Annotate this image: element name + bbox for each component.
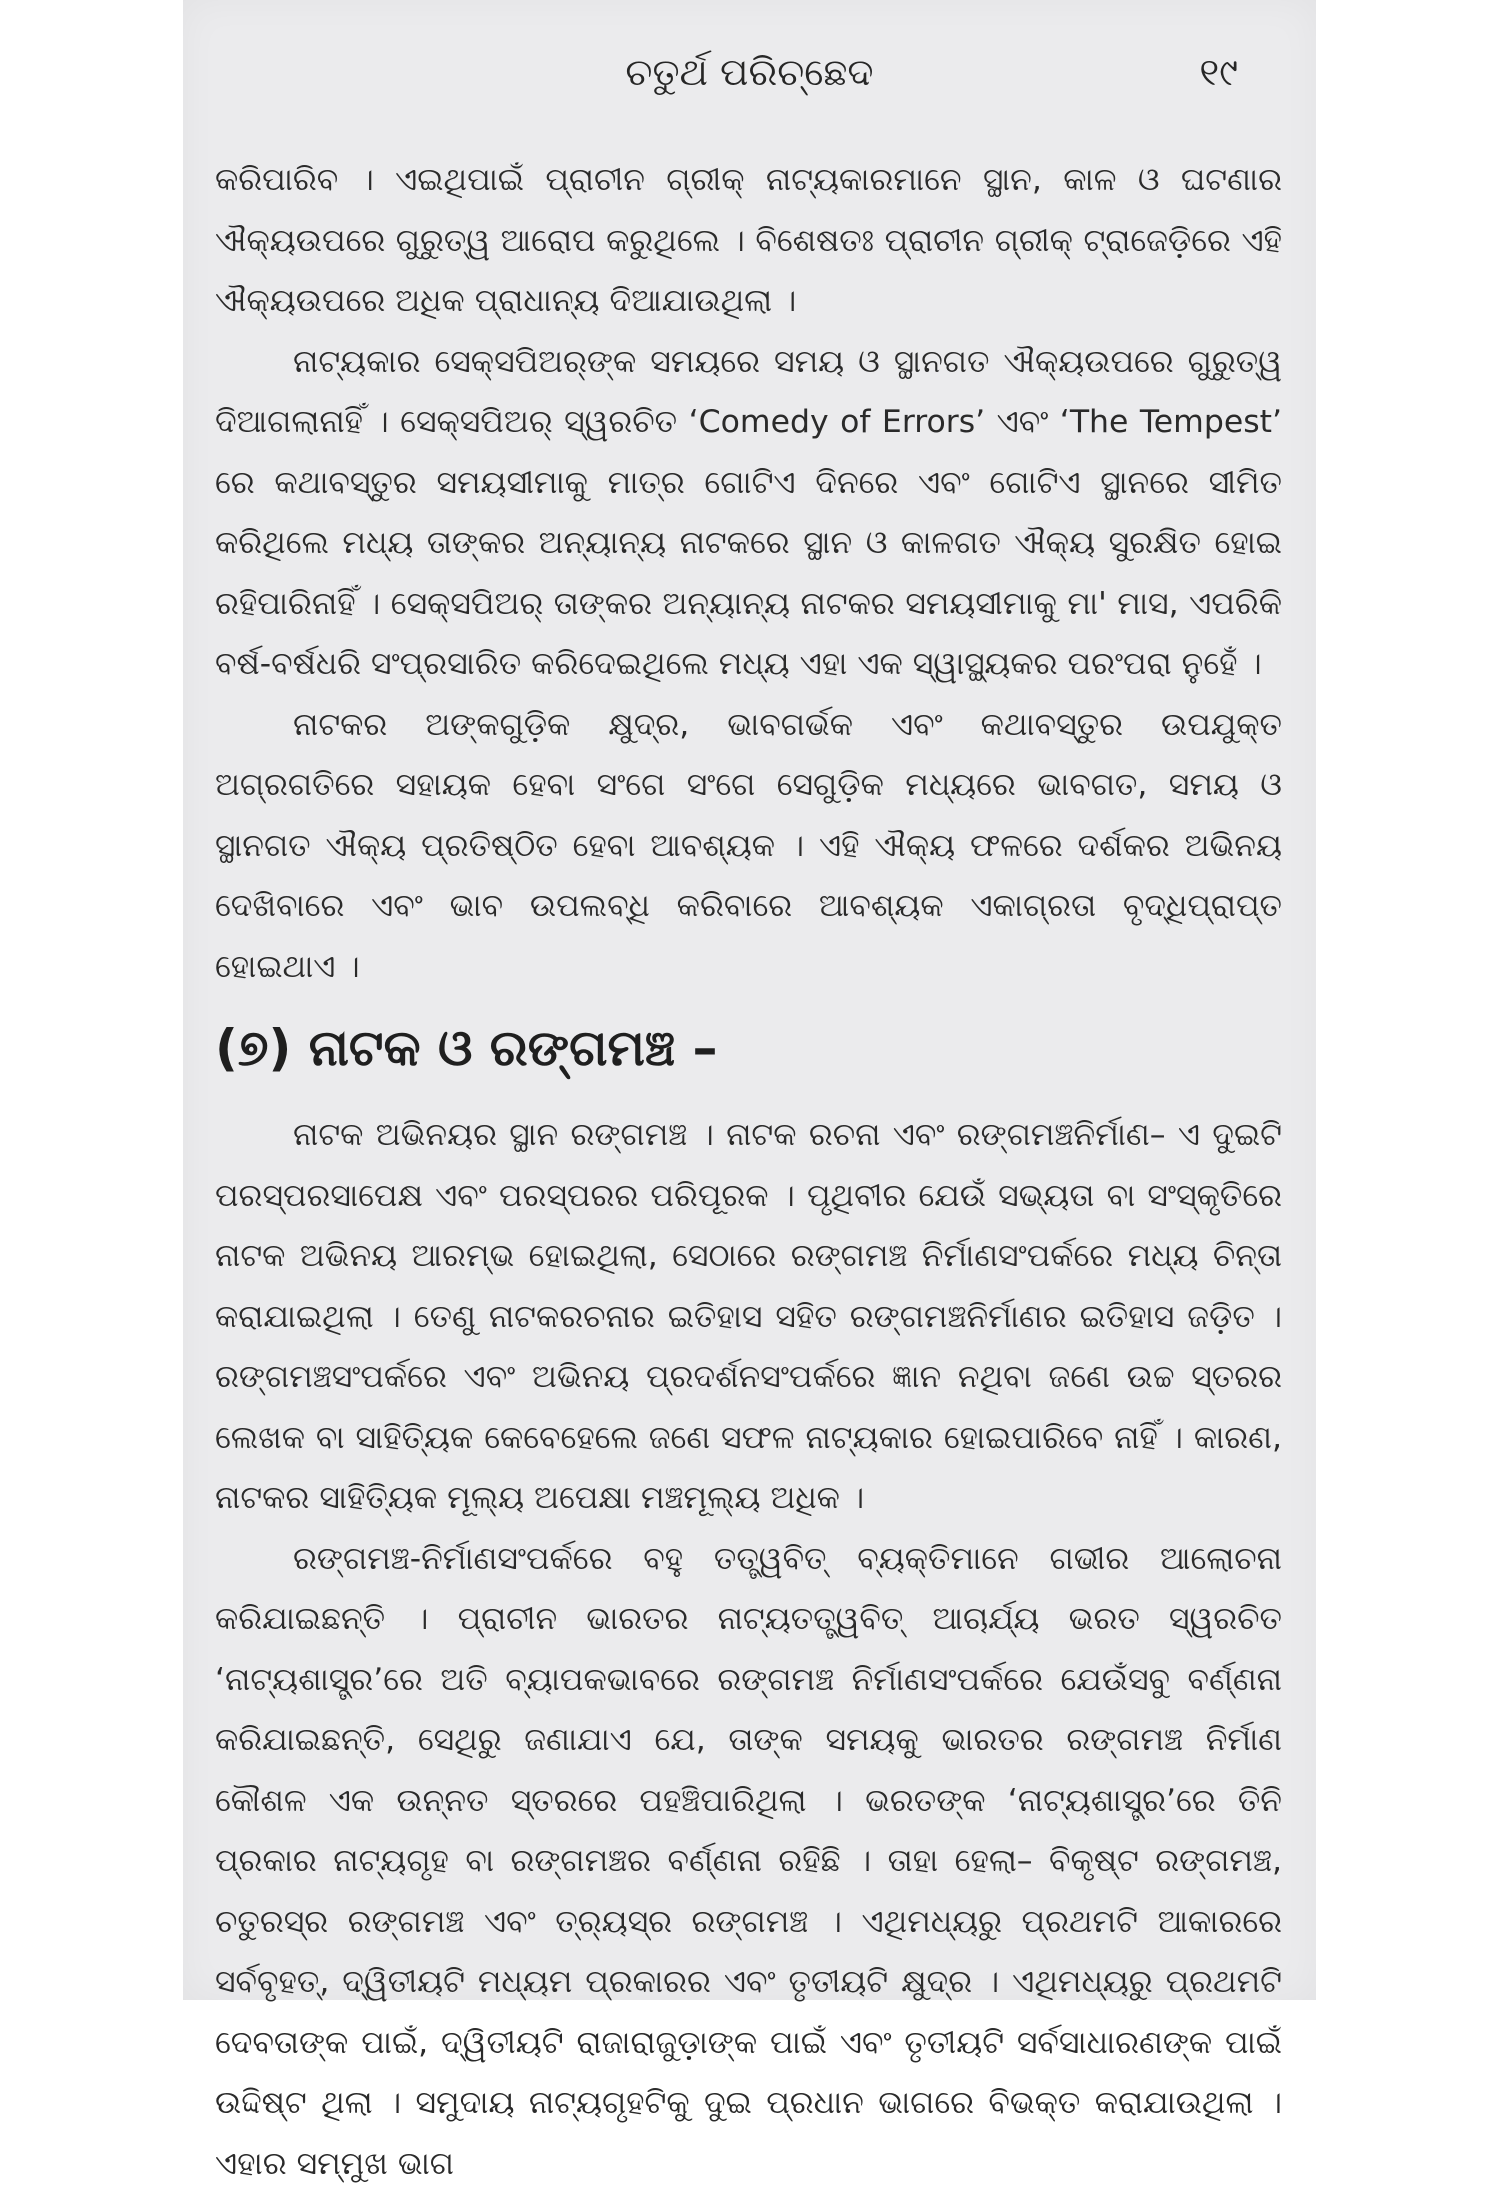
- page-number: ୧୯: [1199, 50, 1238, 95]
- section-paragraph-2: ରଙ୍ଗମଞ୍ଚ-ନିର୍ମାଣସଂପର୍କରେ ବହୁ ତତ୍ତ୍ୱବିତ୍ ବ୍ୟକ୍ତିମାନେ ଗଭୀର ଆଲୋଚନା କରିଯାଇଛନ୍ତି । ପ୍ରାଚୀନ ଭାରତର ନାଟ୍ୟତତ୍ତ୍ୱବିତ୍ ଆଚାର୍ଯ୍ୟ ଭରତ ସ୍ୱରଚିତ ‘ନାଟ୍ୟଶାସ୍ତ୍ର’ରେ ଅତି ବ୍ୟାପକଭାବରେ ରଙ୍ଗମଞ୍ଚ ନିର୍ମାଣସଂପର୍କରେ ଯେଉଁସବୁ ବର୍ଣ୍ଣନା କରିଯାଇଛନ୍ତି, ସେଥିରୁ ଜଣାଯାଏ ଯେ, ତାଙ୍କ ସମୟକୁ ଭାରତର ରଙ୍ଗମଞ୍ଚ ନିର୍ମାଣ କୌଶଳ ଏକ ଉନ୍ନତ ସ୍ତରରେ ପହଞ୍ଚିପାରିଥିଲା । ଭରତଙ୍କ ‘ନାଟ୍ୟଶାସ୍ତ୍ର’ରେ ତିନି ପ୍ରକାର ନାଟ୍ୟଗୃହ ବା ରଙ୍ଗମଞ୍ଚର ବର୍ଣ୍ଣନା ରହିଛି । ତାହା ହେଲା– ବିକୃଷ୍ଟ ରଙ୍ଗମଞ୍ଚ, ଚତୁରସ୍ର ରଙ୍ଗମଞ୍ଚ ଏବଂ ତ୍ର୍ୟସ୍ର ରଙ୍ଗମଞ୍ଚ । ଏଥିମଧ୍ୟରୁ ପ୍ରଥମଟି ଆକାରରେ ସର୍ବବୃହତ୍, ଦ୍ୱିତୀୟଟି ମଧ୍ୟମ ପ୍ରକାରର ଏବଂ ତୃତୀୟଟି କ୍ଷୁଦ୍ର । ଏଥିମଧ୍ୟରୁ ପ୍ରଥମଟି ଦେବତାଙ୍କ ପାଇଁ, ଦ୍ୱିତୀୟଟି ରାଜାରାଜୁଡ଼ାଙ୍କ ପାଇଁ ଏବଂ ତୃତୀୟଟି ସର୍ବସାଧାରଣଙ୍କ ପାଇଁ ଉଦ୍ଦିଷ୍ଟ ଥିଲା । ସମୁଦାୟ ନାଟ୍ୟଗୃହଟିକୁ ଦୁଇ ପ୍ରଧାନ ଭାଗରେ ବିଭକ୍ତ କରାଯାଉଥିଲା । ଏହାର ସମ୍ମୁଖ ଭାଗ: [215, 1529, 1282, 2194]
- running-head: ଚତୁର୍ଥ ପରିଚ୍ଛେଦ: [183, 50, 1316, 95]
- page-header: [183, 38, 1316, 118]
- paragraph-3: ନାଟକର ଅଙ୍କଗୁଡ଼ିକ କ୍ଷୁଦ୍ର, ଭାବଗର୍ଭକ ଏବଂ କଥାବସ୍ତୁର ଉପଯୁକ୍ତ ଅଗ୍ରଗତିରେ ସହାୟକ ହେବା ସଂଗେ ସଂଗେ ସେଗୁଡ଼ିକ ମଧ୍ୟରେ ଭାବଗତ, ସମୟ ଓ ସ୍ଥାନଗତ ଐକ୍ୟ ପ୍ରତିଷ୍ଠିତ ହେବା ଆବଶ୍ୟକ । ଏହି ଐକ୍ୟ ଫଳରେ ଦର୍ଶକର ଅଭିନୟ ଦେଖିବାରେ ଏବଂ ଭାବ ଉପଲବ୍ଧି କରିବାରେ ଆବଶ୍ୟକ ଏକାଗ୍ରତା ବୃଦ୍ଧିପ୍ରାପ୍ତ ହୋଇଥାଏ ।: [215, 695, 1282, 998]
- section-paragraph-1: ନାଟକ ଅଭିନୟର ସ୍ଥାନ ରଙ୍ଗମଞ୍ଚ । ନାଟକ ରଚନା ଏବଂ ରଙ୍ଗମଞ୍ଚନିର୍ମାଣ– ଏ ଦୁଇଟି ପରସ୍ପରସାପେକ୍ଷ ଏବଂ ପରସ୍ପରର ପରିପୂରକ । ପୃଥିବୀର ଯେଉଁ ସଭ୍ୟତା ବା ସଂସ୍କୃତିରେ ନାଟକ ଅଭିନୟ ଆରମ୍ଭ ହୋଇଥିଲା, ସେଠାରେ ରଙ୍ଗମଞ୍ଚ ନିର୍ମାଣସଂପର୍କରେ ମଧ୍ୟ ଚିନ୍ତା କରାଯାଇଥିଲା । ତେଣୁ ନାଟକରଚନାର ଇତିହାସ ସହିତ ରଙ୍ଗମଞ୍ଚନିର୍ମାଣର ଇତିହାସ ଜଡ଼ିତ । ରଙ୍ଗମଞ୍ଚସଂପର୍କରେ ଏବଂ ଅଭିନୟ ପ୍ରଦର୍ଶନସଂପର୍କରେ ଜ୍ଞାନ ନଥିବା ଜଣେ ଉଚ୍ଚ ସ୍ତରର ଲେଖକ ବା ସାହିତ୍ୟିକ କେବେହେଲେ ଜଣେ ସଫଳ ନାଟ୍ୟକାର ହୋଇପାରିବେ ନାହିଁ । କାରଣ, ନାଟକର ସାହିତ୍ୟିକ ମୂଲ୍ୟ ଅପେକ୍ଷା ମଞ୍ଚମୂଲ୍ୟ ଅଧିକ ।: [215, 1105, 1282, 1529]
- paragraph-1: କରିପାରିବ । ଏଇଥିପାଇଁ ପ୍ରାଚୀନ ଗ୍ରୀକ୍ ନାଟ୍ୟକାରମାନେ ସ୍ଥାନ, କାଳ ଓ ଘଟଣାର ଐକ୍ୟଉପରେ ଗୁରୁତ୍ୱ ଆରୋପ କରୁଥିଲେ । ବିଶେଷତଃ ପ୍ରାଚୀନ ଗ୍ରୀକ୍ ଟ୍ରାଜେଡ଼ିରେ ଏହି ଐକ୍ୟଉପରେ ଅଧିକ ପ୍ରାଧାନ୍ୟ ଦିଆଯାଉଥିଲା ।: [215, 150, 1282, 332]
- paragraph-2: ନାଟ୍ୟକାର ସେକ୍ସପିଅର୍‌ଙ୍କ ସମୟରେ ସମୟ ଓ ସ୍ଥାନଗତ ଐକ୍ୟଉପରେ ଗୁରୁତ୍ୱ ଦିଆଗଲାନାହିଁ । ସେକ୍ସପିଅର୍ ସ୍ୱରଚିତ ‘Comedy of Errors’ ଏବଂ ‘The Tempest’ ରେ କଥାବସ୍ତୁର ସମୟସୀମାକୁ ମାତ୍ର ଗୋଟିଏ ଦିନରେ ଏବଂ ଗୋଟିଏ ସ୍ଥାନରେ ସୀମିତ କରିଥିଲେ ମଧ୍ୟ ତାଙ୍କର ଅନ୍ୟାନ୍ୟ ନାଟକରେ ସ୍ଥାନ ଓ କାଳଗତ ଐକ୍ୟ ସୁରକ୍ଷିତ ହୋଇ ରହିପାରିନାହିଁ । ସେକ୍ସପିଅର୍ ତାଙ୍କର ଅନ୍ୟାନ୍ୟ ନାଟକର ସମୟସୀମାକୁ ମା' ମାସ, ଏପରିକି ବର୍ଷ-ବର୍ଷଧରି ସଂପ୍ରସାରିତ କରିଦେଇଥିଲେ ମଧ୍ୟ ଏହା ଏକ ସ୍ୱାସ୍ଥ୍ୟକର ପରଂପରା ନୁହେଁ ।: [215, 332, 1282, 695]
- page-body: [215, 150, 1282, 2194]
- book-page: [183, 0, 1316, 2000]
- section-heading: [215, 1011, 1282, 1085]
- section-number: (୭): [215, 1019, 291, 1077]
- section-title: ନାଟକ ଓ ରଙ୍ଗମଞ୍ଚ –: [309, 1019, 718, 1077]
